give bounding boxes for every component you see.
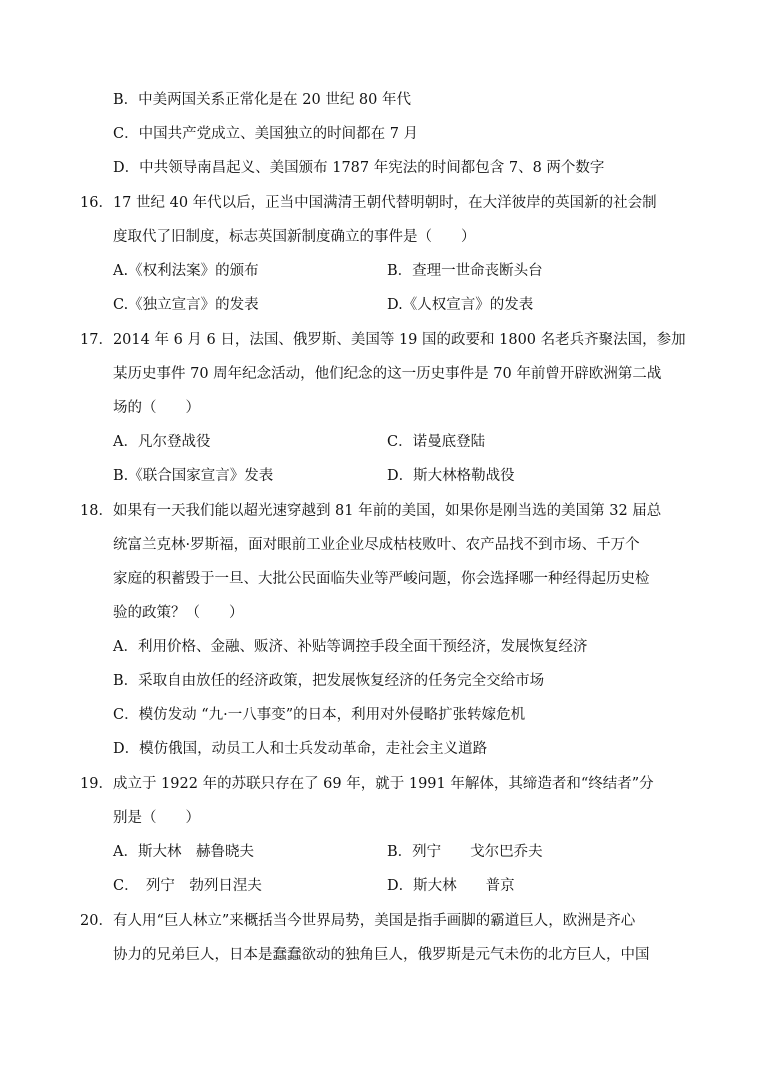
q19-option-d: D．斯大林 普京 [387,878,515,894]
q18-option-a: A．利用价格、金融、贩济、补贴等调控手段全面干预经济，发展恢复经济 [113,639,588,655]
q18-option-b: B．采取自由放任的经济政策，把发展恢复经济的任务完全交给市场 [113,673,545,689]
q18-stem-line-3: 家庭的积蓄毁于一旦、大批公民面临失业等严峻问题，你会选择哪一种经得起历史检 [113,571,650,587]
q18-option-d: D．模仿俄国，动员工人和士兵发动革命，走社会主义道路 [113,741,488,757]
q17-stem-line-2: 某历史事件 70 周年纪念活动，他们纪念的这一历史事件是 70 年前曾开辟欧洲第二战 [113,366,662,382]
q15-option-c: C．中国共产党成立、美国独立的时间都在 7 月 [113,126,419,142]
q18-stem-line-2: 统富兰克林·罗斯福，面对眼前工业企业尽成枯枝败叶、农产品找不到市场、千万个 [113,537,640,553]
q19-stem-line-2: 别是（ ） [113,810,200,826]
q15-option-b: B．中美两国关系正常化是在 20 世纪 80 年代 [113,92,411,108]
q16-stem-line-2: 度取代了旧制度，标志英国新制度确立的事件是（ ） [113,229,476,245]
q17-stem-line-1: 17．2014 年 6 月 6 日，法国、俄罗斯、美国等 19 国的政要和 1800 名老兵齐聚法国，参加 [80,332,686,348]
q17-option-d: D．斯大林格勒战役 [387,468,515,484]
q16-stem-line-1: 16．17 世纪 40 年代以后，正当中国满清王朝代替明朝时，在大洋彼岸的英国新的社会制 [80,195,657,211]
q18-stem-line-4: 验的政策？（ ） [113,605,244,621]
q16-option-d: D.《人权宣言》的发表 [387,297,534,313]
q16-option-a: A.《权利法案》的颁布 [113,263,259,279]
q19-option-c: C． 列宁 勃列日涅夫 [113,878,262,894]
q20-stem-line-1: 20．有人用“巨人林立”来概括当今世界局势，美国是指手画脚的霸道巨人，欧洲是齐心 [80,913,636,929]
q19-option-b: B．列宁 戈尔巴乔夫 [387,844,543,860]
q18-option-c: C．模仿发动 “九·一八事变”的日本，利用对外侵略扩张转嫁危机 [113,707,526,723]
q16-option-b: B．查理一世命丧断头台 [387,263,543,279]
q17-option-c: C．诺曼底登陆 [387,434,486,450]
q20-stem-line-2: 协力的兄弟巨人，日本是蠢蠢欲动的独角巨人，俄罗斯是元气未伤的北方巨人，中国 [113,947,650,963]
q17-stem-line-3: 场的（ ） [113,400,200,416]
q19-option-a: A．斯大林 赫鲁晓夫 [113,844,254,860]
q19-stem-line-1: 19．成立于 1922 年的苏联只存在了 69 年，就于 1991 年解体，其缔造者和“终结者”分 [80,776,654,792]
q16-option-c: C.《独立宣言》的发表 [113,297,259,313]
q15-option-d: D．中共领导南昌起义、美国颁布 1787 年宪法的时间都包含 7、8 两个数字 [113,160,605,176]
q18-stem-line-1: 18．如果有一天我们能以超光速穿越到 81 年前的美国，如果你是刚当选的美国第 32 届总 [80,503,662,519]
q17-option-a: A．凡尔登战役 [113,434,211,450]
q17-option-b: B.《联合国家宣言》发表 [113,468,274,484]
